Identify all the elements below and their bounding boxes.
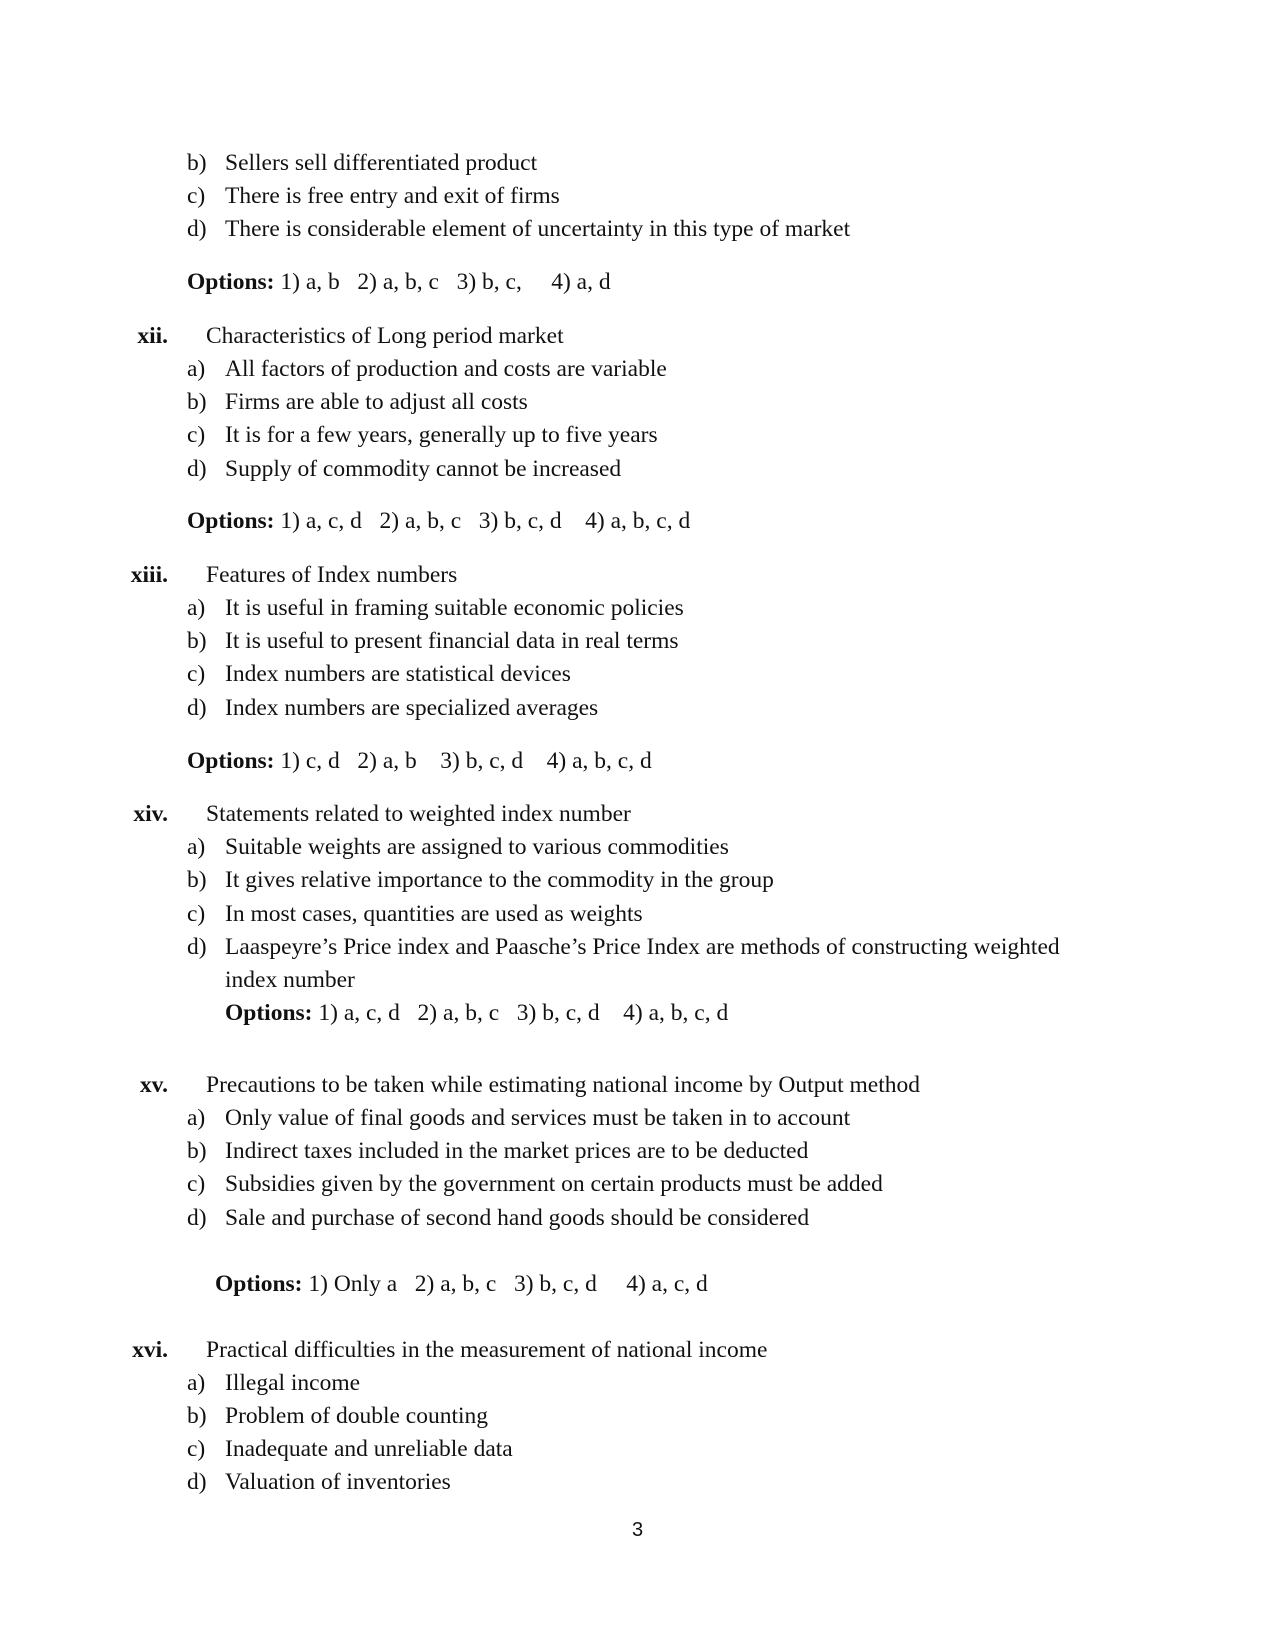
question-title: Practical difficulties in the measurement of national income	[206, 1337, 768, 1363]
list-item	[187, 1369, 360, 1397]
options-line	[187, 747, 652, 775]
question-number: xiii.	[130, 562, 168, 588]
options-line	[187, 507, 690, 535]
item-letter: a)	[187, 1370, 206, 1396]
item-letter: d)	[187, 456, 207, 482]
item-letter: d)	[187, 216, 207, 242]
options-label: Options:	[215, 1271, 303, 1297]
options-label: Options:	[187, 508, 275, 534]
list-item	[187, 149, 537, 177]
list-item	[187, 866, 774, 894]
item-letter: c)	[187, 661, 206, 687]
item-text: It is useful to present financial data in real terms	[225, 628, 679, 654]
question-title: Features of Index numbers	[206, 562, 458, 588]
options-text: 1) a, c, d 2) a, b, c 3) b, c, d 4) a, b, c, d	[318, 1000, 729, 1026]
item-letter: d)	[187, 1205, 207, 1231]
options-text: 1) a, b 2) a, b, c 3) b, c, 4) a, d	[280, 269, 611, 295]
item-letter: c)	[187, 1171, 206, 1197]
question-number: xii.	[137, 323, 168, 349]
item-text: Valuation of inventories	[225, 1469, 451, 1495]
item-letter: c)	[187, 422, 206, 448]
list-item	[187, 1435, 513, 1463]
item-text: There is free entry and exit of firms	[225, 183, 560, 209]
options-line	[215, 1270, 708, 1298]
item-letter: a)	[187, 834, 206, 860]
item-text: It is useful in framing suitable economic policies	[225, 595, 684, 621]
item-letter: b)	[187, 150, 207, 176]
question-title: Characteristics of Long period market	[206, 323, 564, 349]
list-item	[187, 215, 850, 243]
item-text: Firms are able to adjust all costs	[225, 389, 528, 415]
item-text: Only value of final goods and services must be taken in to account	[225, 1105, 851, 1131]
options-line	[225, 999, 728, 1027]
list-item	[187, 455, 621, 483]
question-number: xiv.	[133, 801, 168, 827]
options-label: Options:	[187, 269, 275, 295]
item-text: There is considerable element of uncertainty in this type of market	[225, 216, 851, 242]
item-letter: a)	[187, 356, 206, 382]
item-letter: b)	[187, 1138, 207, 1164]
options-text: 1) Only a 2) a, b, c 3) b, c, d 4) a, c, d	[308, 1271, 708, 1297]
list-item	[187, 1170, 883, 1198]
list-item	[187, 594, 684, 622]
list-item	[187, 1402, 488, 1430]
list-item	[187, 833, 729, 861]
item-letter: d)	[187, 934, 207, 960]
options-line	[187, 268, 611, 296]
item-text: Index numbers are statistical devices	[225, 661, 571, 687]
item-text: Indirect taxes included in the market prices are to be deducted	[225, 1138, 809, 1164]
item-text: Sale and purchase of second hand goods should be considered	[225, 1205, 810, 1231]
options-label: Options:	[225, 1000, 313, 1026]
item-text: It gives relative importance to the commodity in the group	[225, 867, 774, 893]
page-number: 3	[631, 1519, 644, 1541]
item-letter: d)	[187, 695, 207, 721]
item-text: In most cases, quantities are used as weights	[225, 901, 643, 927]
list-item	[187, 627, 679, 655]
list-item	[187, 1104, 850, 1132]
list-item	[187, 1468, 451, 1496]
list-item	[187, 1137, 808, 1165]
list-item	[187, 694, 598, 722]
options-text: 1) a, c, d 2) a, b, c 3) b, c, d 4) a, b, c, d	[280, 508, 691, 534]
item-letter: b)	[187, 867, 207, 893]
list-item	[187, 355, 667, 383]
item-letter: b)	[187, 1403, 207, 1429]
item-letter: b)	[187, 628, 207, 654]
item-letter: c)	[187, 1436, 206, 1462]
options-label: Options:	[187, 748, 275, 774]
list-item	[187, 660, 571, 688]
item-text: Index numbers are specialized averages	[225, 695, 599, 721]
item-letter: a)	[187, 1105, 206, 1131]
item-text: Suitable weights are assigned to various commodities	[225, 834, 729, 860]
item-text: Subsidies given by the government on certain products must be added	[225, 1171, 883, 1197]
item-text: Problem of double counting	[225, 1403, 489, 1429]
item-continuation: index number	[225, 967, 355, 993]
item-text: Inadequate and unreliable data	[225, 1436, 513, 1462]
question-title: Statements related to weighted index number	[206, 801, 631, 827]
item-text: Laaspeyre’s Price index and Paasche’s Price Index are methods of constructing weighted	[225, 934, 1060, 960]
list-item	[187, 933, 1060, 961]
list-item	[187, 421, 658, 449]
item-text: Illegal income	[225, 1370, 361, 1396]
list-item	[187, 182, 560, 210]
item-letter: d)	[187, 1469, 207, 1495]
question-number: xv.	[139, 1072, 168, 1098]
question-number: xvi.	[132, 1337, 168, 1363]
item-letter: c)	[187, 901, 206, 927]
item-text: Supply of commodity cannot be increased	[225, 456, 622, 482]
item-letter: a)	[187, 595, 206, 621]
item-letter: b)	[187, 389, 207, 415]
list-item	[187, 1204, 809, 1232]
item-letter: c)	[187, 183, 206, 209]
question-title: Precautions to be taken while estimating national income by Output method	[206, 1072, 920, 1098]
list-item	[187, 900, 643, 928]
list-item	[187, 388, 528, 416]
item-text: It is for a few years, generally up to five years	[225, 422, 658, 448]
options-text: 1) c, d 2) a, b 3) b, c, d 4) a, b, c, d	[280, 748, 652, 774]
item-text: Sellers sell differentiated product	[225, 150, 538, 176]
item-text: All factors of production and costs are variable	[225, 356, 667, 382]
